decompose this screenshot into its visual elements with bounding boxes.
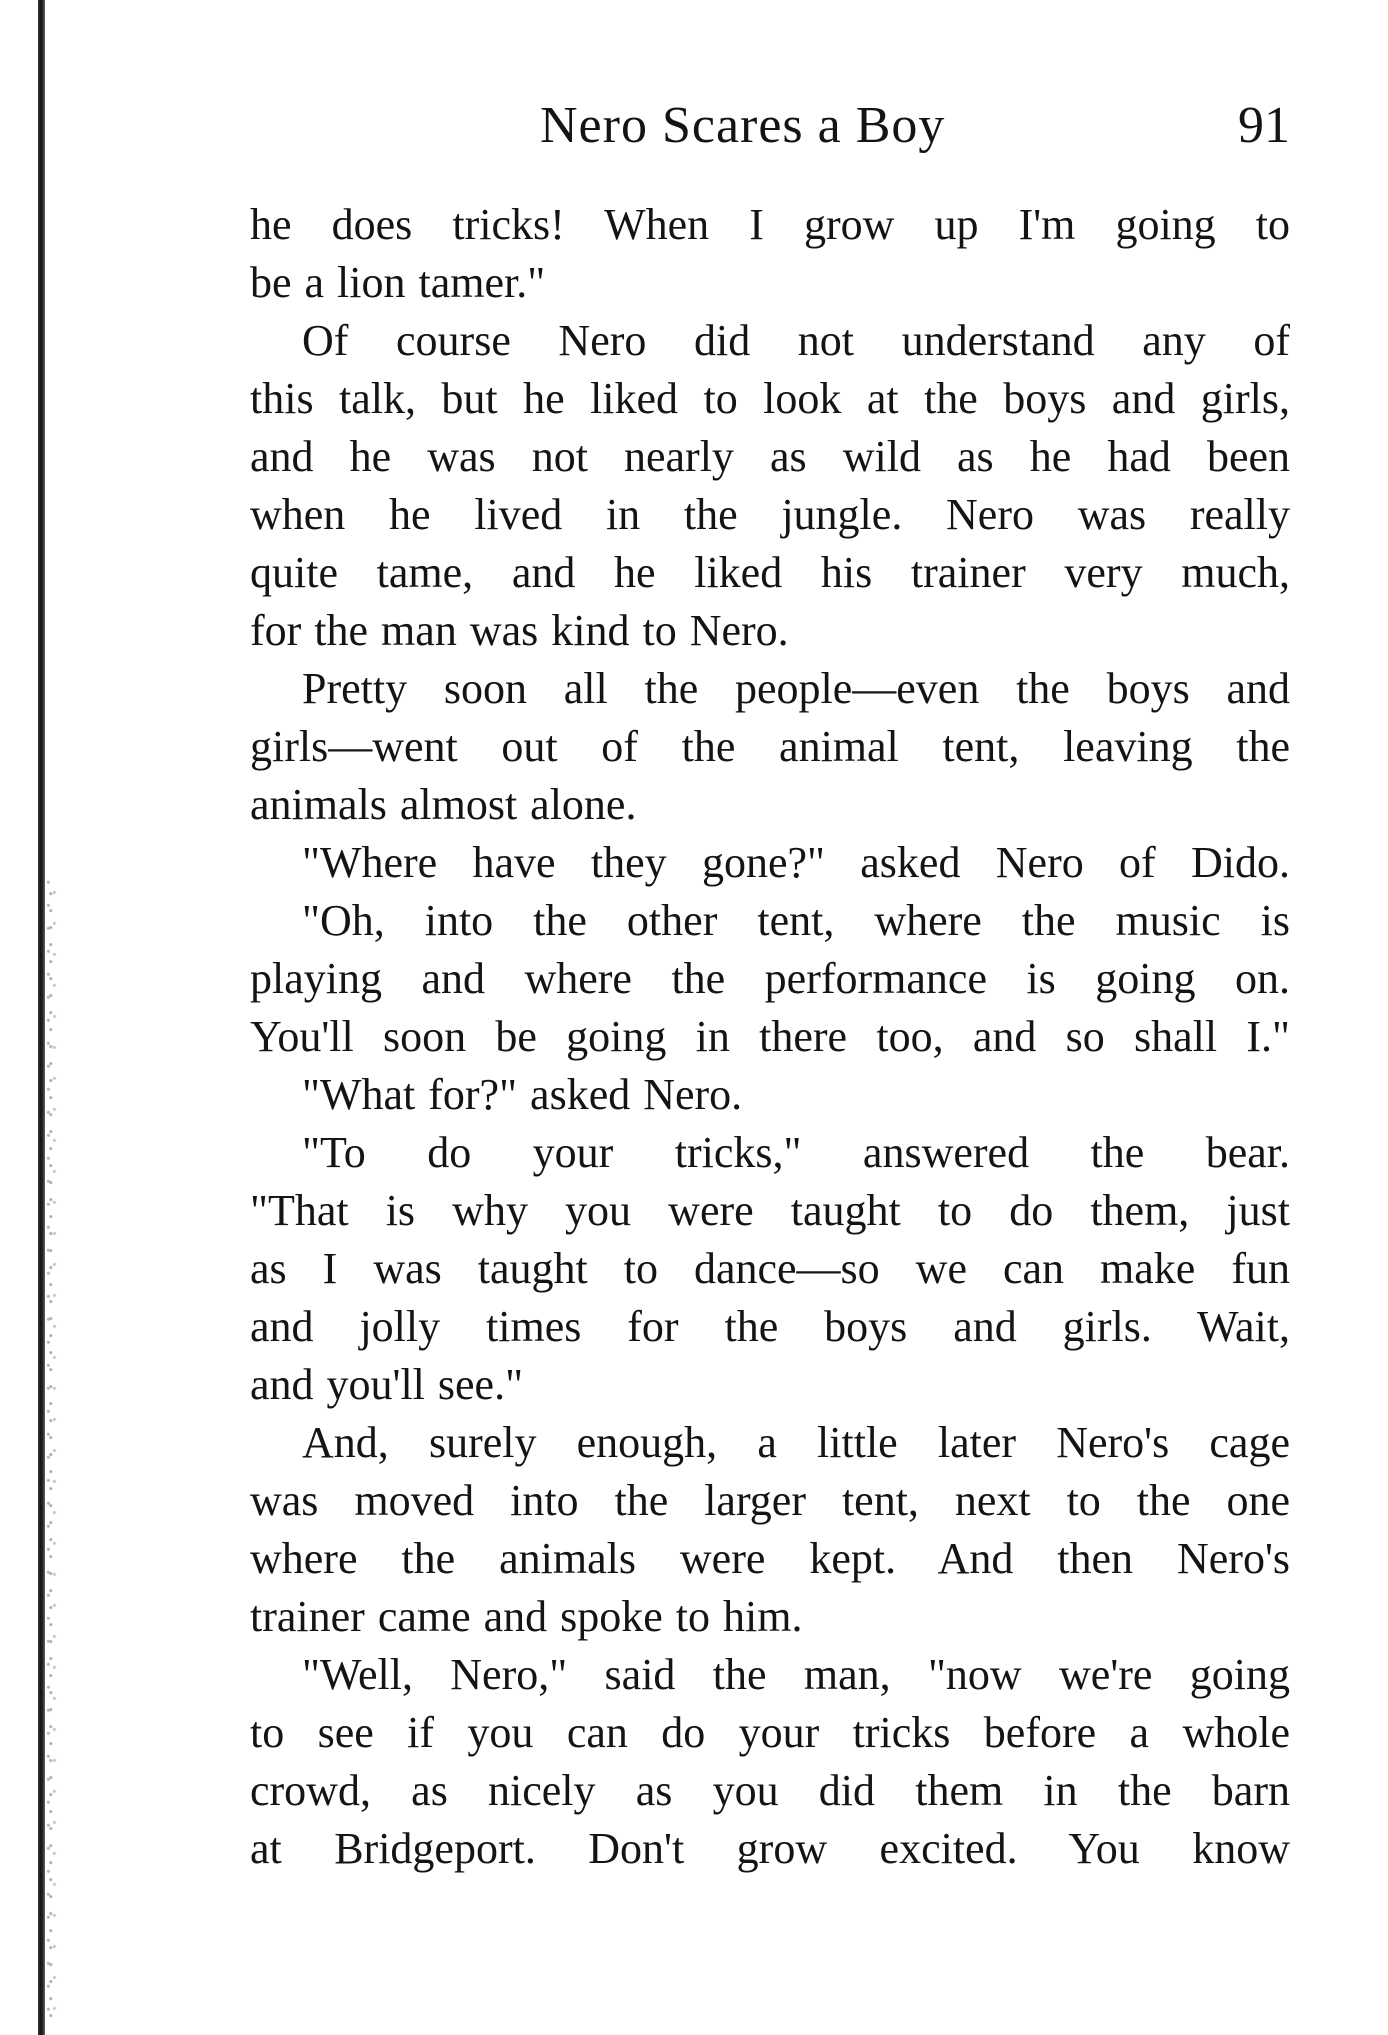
text-line: "To do your tricks," answered the bear.	[302, 1128, 1290, 1177]
text-line: crowd, as nicely as you did them in the barn	[250, 1766, 1290, 1815]
text-line: trainer came and spoke to him.	[250, 1592, 803, 1641]
text-line: at Bridgeport. Don't grow excited. You know	[250, 1824, 1290, 1873]
page-edge-texture	[46, 880, 58, 2030]
text-line: when he lived in the jungle. Nero was really	[250, 490, 1290, 539]
text-line: be a lion tamer."	[250, 258, 546, 307]
text-line: for the man was kind to Nero.	[250, 606, 789, 655]
text-line: was moved into the larger tent, next to the one	[250, 1476, 1290, 1525]
text-line: as I was taught to dance—so we can make fun	[250, 1244, 1290, 1293]
running-title: Nero Scares a Boy	[540, 97, 946, 154]
page-number: 91	[1238, 97, 1290, 154]
text-line: "Oh, into the other tent, where the music is	[302, 896, 1290, 945]
text-line: girls—went out of the animal tent, leaving the	[250, 722, 1290, 771]
running-header	[250, 96, 1290, 166]
text-line: to see if you can do your tricks before a whole	[250, 1708, 1290, 1757]
text-line: this talk, but he liked to look at the boys and girls,	[250, 374, 1290, 423]
page-body	[250, 196, 1290, 1878]
text-line: Pretty soon all the people—even the boys and	[302, 664, 1290, 713]
text-line: where the animals were kept. And then Nero's	[250, 1534, 1290, 1583]
text-line: "What for?" asked Nero.	[302, 1070, 743, 1119]
text-line: and jolly times for the boys and girls. Wait,	[250, 1302, 1290, 1351]
text-line: and he was not nearly as wild as he had been	[250, 432, 1290, 481]
text-line: playing and where the performance is going on.	[250, 954, 1290, 1003]
text-line: Of course Nero did not understand any of	[302, 316, 1290, 365]
text-line: and you'll see."	[250, 1360, 524, 1409]
text-line: You'll soon be going in there too, and so shall I."	[250, 1012, 1290, 1061]
book-binding-edge	[38, 0, 45, 2035]
text-line: And, surely enough, a little later Nero's cage	[302, 1418, 1290, 1467]
text-line: animals almost alone.	[250, 780, 637, 829]
text-line: "Well, Nero," said the man, "now we're going	[302, 1650, 1290, 1699]
text-line: "That is why you were taught to do them, just	[250, 1186, 1290, 1235]
text-line: "Where have they gone?" asked Nero of Dido.	[302, 838, 1290, 887]
text-line: he does tricks! When I grow up I'm going to	[250, 200, 1290, 249]
text-line: quite tame, and he liked his trainer very much,	[250, 548, 1290, 597]
